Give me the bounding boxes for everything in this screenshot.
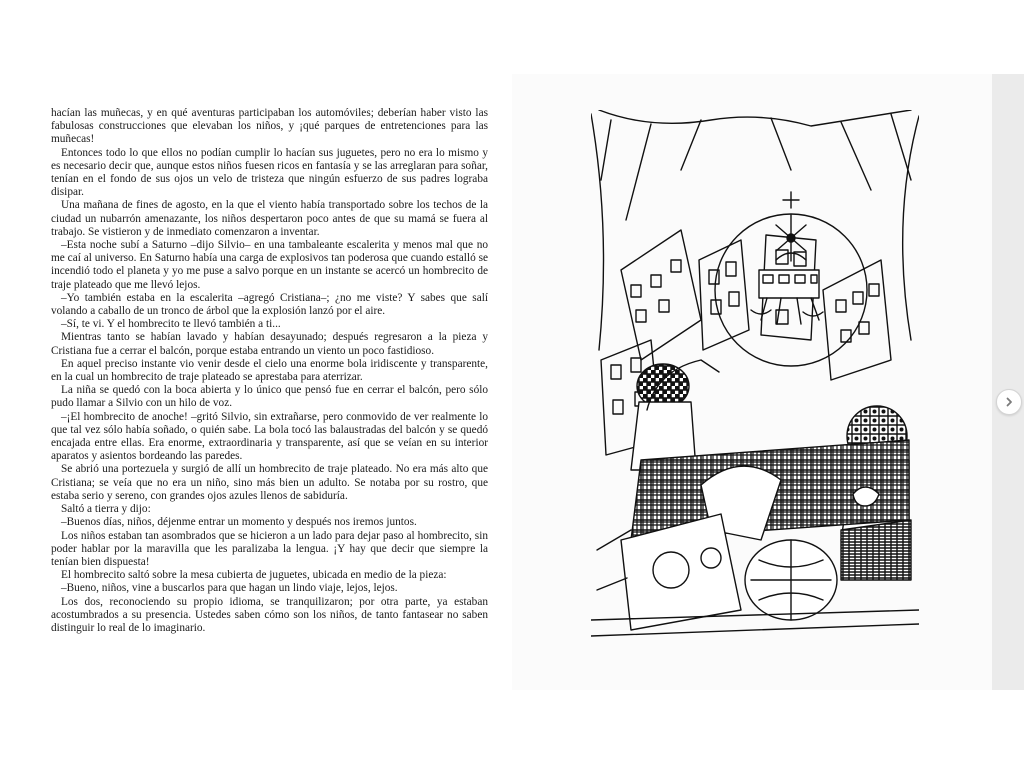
paragraph: Los niños estaban tan asombrados que se hicieron a un lado para dejar paso al hombrecito, sin poder hablar por la maravilla que les paralizaba la lengua. ¡Y hay que decir que siempre la tenían bien dispuesta!	[51, 529, 488, 568]
paragraph: El hombrecito saltó sobre la mesa cubierta de juguetes, ubicada en medio de la pieza:	[61, 569, 447, 582]
paragraph: Entonces todo lo que ellos no podían cumplir lo hacían sus juguetes, pero no era lo mismo y es necesario decir que, aunque estos niños fuesen ricos en fantasía y se las arreglaran para soñar, tenían en el fondo de sus ojos un velo de tristeza que ningún esfuerzo de sus padres lograba disipar.	[51, 146, 488, 199]
paragraph: Una mañana de fines de agosto, en la que el viento había transportado sobre los techos de la ciudad un nubarrón amenazante, los niños despertaron poco antes de que su mamá se fuera al trabajo. Se vistieron y de inmediato comenzaron a inventar.	[51, 199, 488, 238]
paragraph: Saltó a tierra y dijo:	[61, 503, 151, 516]
paragraph: –Buenos días, niños, déjenme entrar un momento y después nos iremos juntos.	[61, 516, 417, 529]
paragraph: hacían las muñecas, y en qué aventuras participaban los automóviles; deberían haber visto las fabulosas construcciones que elevaban los niños, y ¡qué parques de entretenciones para las muñecas!	[51, 107, 488, 146]
paragraph: Se abrió una portezuela y surgió de allí un hombrecito de traje plateado. No era más alto que Cristiana; se veía que no era un niño, sino más bien un adulto. Se notaba por su rostro, que estaba serio y sereno, con grandes ojos azules llenos de sabiduría.	[51, 463, 488, 502]
girl-figure	[631, 360, 719, 470]
left-page	[0, 74, 512, 690]
paragraph: –¡El hombrecito de anoche! –gritó Silvio, sin extrañarse, pero conmovido de ver realmente lo que tal vez sólo había soñado, o quién sabe. La bola tocó las balaustradas del balcón y se quedó encajada entre ellas. Era enorme, extraordinaria y transparente, así que se veían en su interior aparatos y asientos bordeando las paredes.	[51, 410, 488, 463]
paragraph: La niña se quedó con la boca abierta y lo único que pensó fue en cerrar el balcón, pero sólo pudo llamar a Silvio con un hilo de voz.	[51, 384, 488, 410]
paragraph: Los dos, reconociendo su propio idioma, se tranquilizaron; por otra parte, ya estaban acostumbrados a su presencia. Ustedes saben cómo son los niños, de tanto fantasear no saben distinguir lo real de lo imaginario.	[51, 595, 488, 634]
curtain-top	[591, 110, 919, 350]
chevron-right-icon	[1003, 396, 1015, 408]
next-page-button[interactable]	[996, 389, 1022, 415]
story-text	[51, 107, 488, 635]
paragraph: –Sí, te vi. Y el hombrecito te llevó también a ti...	[61, 318, 281, 331]
paragraph: –Bueno, niños, vine a buscarlos para que hagan un lindo viaje, lejos, lejos.	[61, 582, 398, 595]
story-illustration	[591, 110, 919, 640]
paragraph: –Esta noche subí a Saturno –dijo Silvio– en una tambaleante escalerita y menos mal que no me caí al universo. En Saturno había una carga de explosivos tan poderosa que cuando estalló se incendió todo el planeta y yo me puse a salvo porque en un instante se acercó un hombrecito de traje plateado que me llevó lejos.	[51, 239, 488, 291]
paragraph: En aquel preciso instante vio venir desde el cielo una enorme bola iridiscente y transparente, en la cual un hombrecito de traje plateado se aprestaba para aterrizar.	[51, 357, 488, 384]
paragraph: –Yo también estaba en la escalerita –agregó Cristiana–; ¿no me viste? Y sabes que salí volando a caballo de un tronco de árbol que la explosión lanzó por el aire.	[51, 291, 488, 318]
paragraph: Mientras tanto se habían lavado y habían desayunado; después regresaron a la pieza y Cristiana fue a cerrar el balcón, porque estaba entrando un viento un poco fastidioso.	[51, 331, 488, 357]
